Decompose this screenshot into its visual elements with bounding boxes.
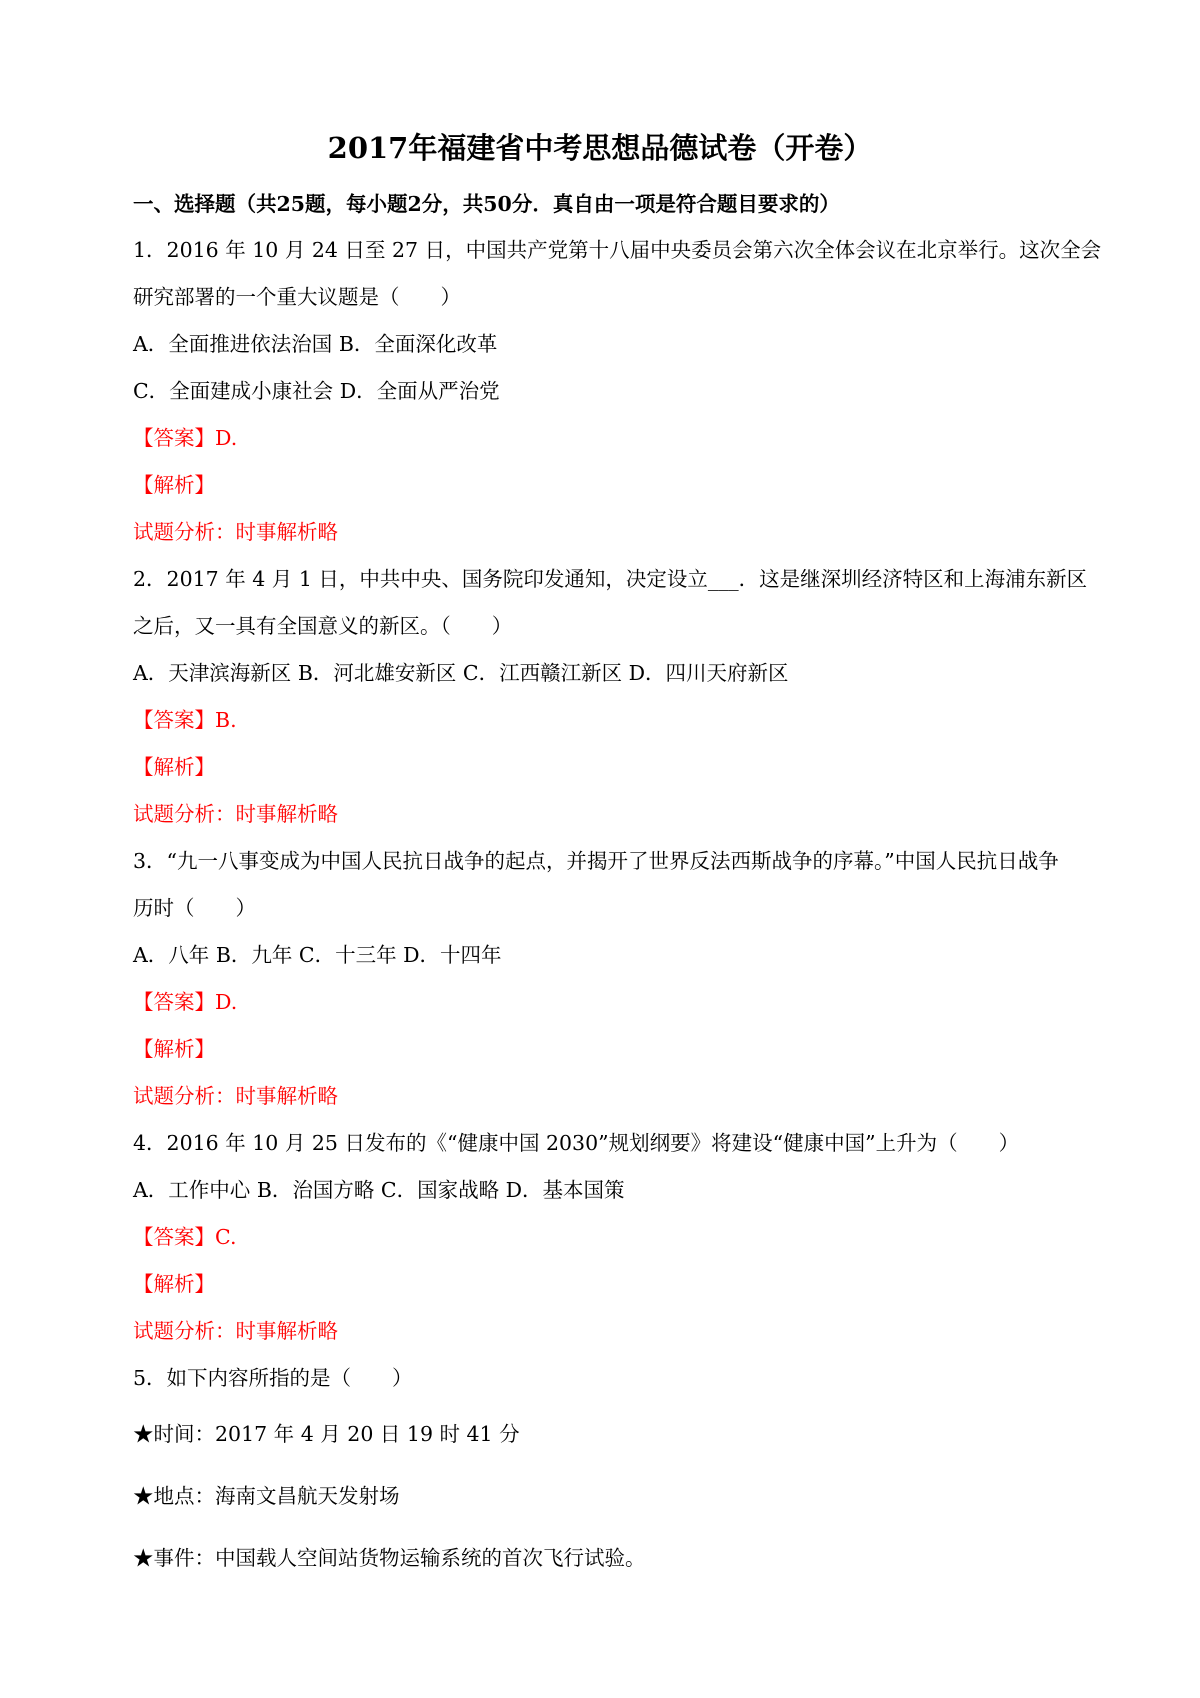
question-1-stem-line-1: 1．2016 年 10 月 24 日至 27 日，中国共产党第十八届中央委员会第六次全体会议在北京举行。这次全会 bbox=[133, 238, 1102, 262]
section-heading: 一、选择题（共25题，每小题2分，共50分．真自由一项是符合题目要求的） bbox=[133, 192, 840, 216]
question-1-analysis: 试题分析：时事解析略 bbox=[133, 520, 338, 544]
question-3-answer: 【答案】D. bbox=[133, 990, 238, 1014]
question-2-stem-line-2: 之后，又一具有全国意义的新区。（ ） bbox=[133, 614, 513, 638]
question-2-analysis: 试题分析：时事解析略 bbox=[133, 802, 338, 826]
question-2-options-line-1: A．天津滨海新区 B．河北雄安新区 C．江西赣江新区 D．四川天府新区 bbox=[133, 661, 789, 685]
question-2-stem-line-1: 2．2017 年 4 月 1 日，中共中央、国务院印发通知，决定设立___．这是继深圳经济特区和上海浦东新区 bbox=[133, 567, 1088, 591]
question-3-stem-line-2: 历时（ ） bbox=[133, 896, 256, 920]
question-4-analysis-label: 【解析】 bbox=[133, 1272, 215, 1296]
page-title: 2017年福建省中考思想品德试卷（开卷） bbox=[327, 131, 873, 165]
question-2-analysis-label: 【解析】 bbox=[133, 755, 215, 779]
question-1-options-line-2: C．全面建成小康社会 D．全面从严治党 bbox=[133, 379, 500, 403]
question-5-item-time: ★时间：2017 年 4 月 20 日 19 时 41 分 bbox=[133, 1422, 520, 1446]
question-4-stem-line-1: 4．2016 年 10 月 25 日发布的《“健康中国 2030”规划纲要》将建设“健康中国”上升为（ ） bbox=[133, 1131, 1020, 1155]
question-3-stem-line-1: 3．“九一八事变成为中国人民抗日战争的起点，并揭开了世界反法西斯战争的序幕。”中国人民抗日战争 bbox=[133, 849, 1059, 873]
question-1-options-line-1: A．全面推进依法治国 B．全面深化改革 bbox=[133, 332, 498, 356]
question-5-item-place: ★地点：海南文昌航天发射场 bbox=[133, 1484, 400, 1508]
question-1-stem-line-2: 研究部署的一个重大议题是（ ） bbox=[133, 285, 461, 309]
question-1-analysis-label: 【解析】 bbox=[133, 473, 215, 497]
question-2-answer: 【答案】B. bbox=[133, 708, 237, 732]
question-4-options-line-1: A．工作中心 B．治国方略 C．国家战略 D．基本国策 bbox=[133, 1178, 625, 1202]
question-5-stem-line-1: 5．如下内容所指的是（ ） bbox=[133, 1366, 413, 1390]
question-3-options-line-1: A．八年 B．九年 C．十三年 D．十四年 bbox=[133, 943, 502, 967]
question-5-item-event: ★事件：中国载人空间站货物运输系统的首次飞行试验。 bbox=[133, 1546, 646, 1570]
question-3-analysis-label: 【解析】 bbox=[133, 1037, 215, 1061]
question-1-answer: 【答案】D. bbox=[133, 426, 238, 450]
question-4-answer: 【答案】C. bbox=[133, 1225, 237, 1249]
question-4-analysis: 试题分析：时事解析略 bbox=[133, 1319, 338, 1343]
question-3-analysis: 试题分析：时事解析略 bbox=[133, 1084, 338, 1108]
